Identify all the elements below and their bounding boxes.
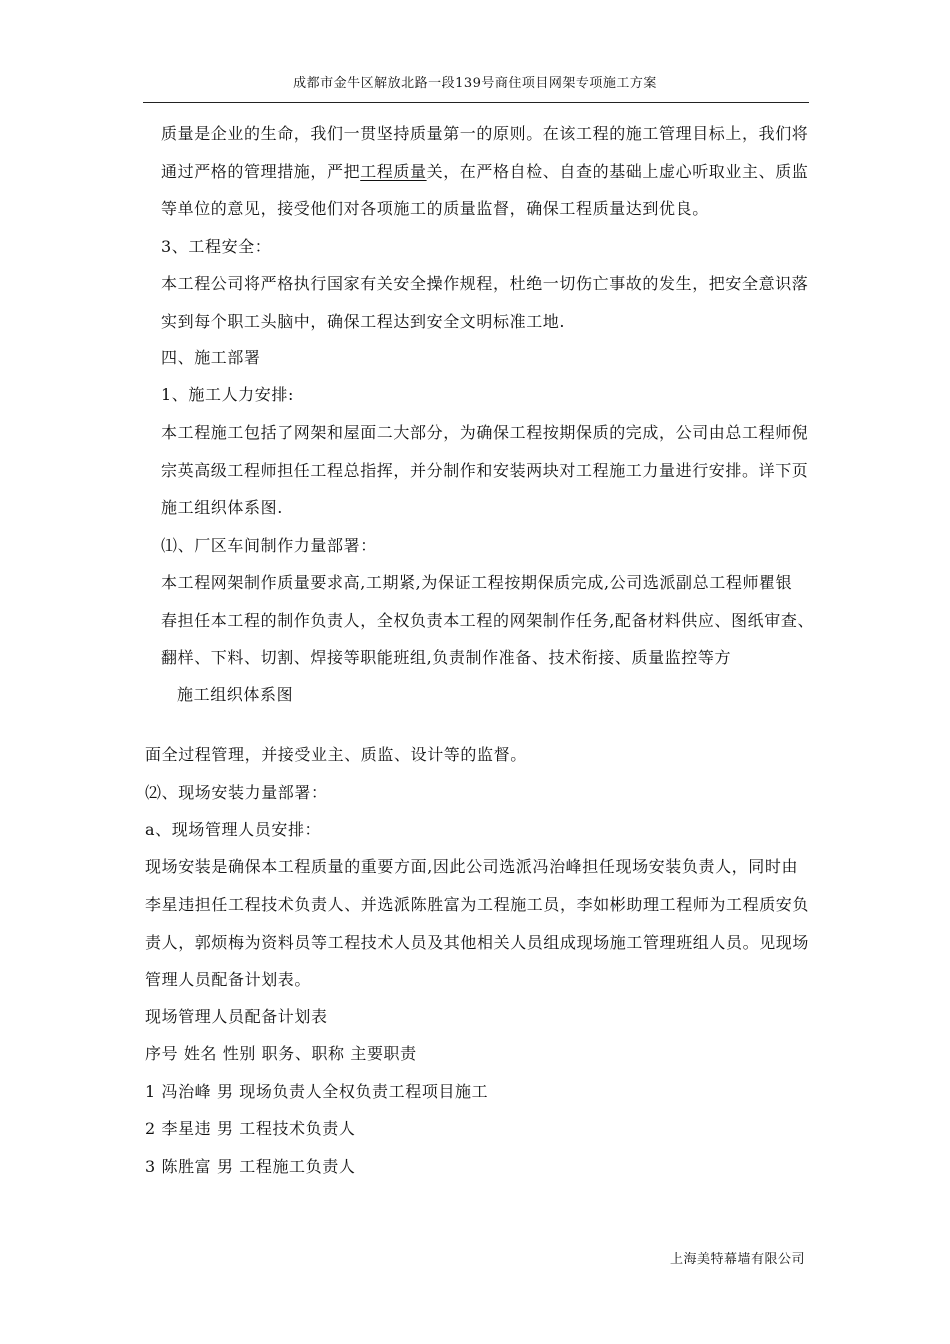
heading-deployment: 四、施工部署 — [161, 348, 261, 367]
table-row: 3 陈胜富 男 工程施工负责人 — [145, 1157, 356, 1176]
table-row: 2 李星违 男 工程技术负责人 — [145, 1119, 356, 1138]
table-title: 现场管理人员配备计划表 — [145, 1007, 328, 1026]
paragraph-site-line-4: 管理人员配备计划表。 — [145, 970, 312, 989]
header-divider — [143, 102, 809, 103]
paragraph-continued-line: 面全过程管理，并接受业主、质监、设计等的监督。 — [145, 745, 527, 764]
heading-site-install: ⑵、现场安装力量部署： — [145, 783, 328, 802]
table-row: 1 冯治峰 男 现场负责人全权负责工程项目施工 — [145, 1082, 489, 1101]
paragraph-factory-line-1: 本工程网架制作质量要求高,工期紧,为保证工程按期保质完成,公司选派副总工程师瞿银 — [161, 573, 793, 592]
caption-org-chart: 施工组织体系图 — [177, 685, 294, 704]
paragraph-manpower-line-1: 本工程施工包括了网架和屋面二大部分，为确保工程按期保质的完成，公司由总工程师倪 — [161, 423, 809, 442]
page-header-title: 成都市金牛区解放北路一段139号商住项目网架专项施工方案 — [293, 76, 657, 91]
quality-underlined-text: 工程质量 — [360, 162, 427, 181]
paragraph-safety-line-1: 本工程公司将严格执行国家有关安全操作规程，杜绝一切伤亡事故的发生，把安全意识落 — [161, 274, 809, 293]
paragraph-safety-line-2: 实到每个职工头脑中，确保工程达到安全文明标准工地. — [161, 312, 566, 331]
paragraph-site-line-1: 现场安装是确保本工程质量的重要方面,因此公司选派冯治峰担任现场安装负责人，同时由 — [145, 857, 799, 876]
heading-safety: 3、工程安全： — [161, 237, 272, 256]
quality-text-a: 通过严格的管理措施，严把 — [161, 162, 361, 181]
paragraph-site-line-2: 李星违担任工程技术负责人、并选派陈胜富为工程施工员，李如彬助理工程师为工程质安负 — [145, 895, 810, 914]
paragraph-factory-line-3: 翻样、下料、切割、焊接等职能班组,负责制作准备、技术衔接、质量监控等方 — [161, 648, 732, 667]
paragraph-manpower-line-2: 宗英高级工程师担任工程总指挥，并分制作和安装两块对工程施工力量进行安排。详下页 — [161, 461, 809, 480]
paragraph-quality-line-1: 质量是企业的生命，我们一贯坚持质量第一的原则。在该工程的施工管理目标上，我们将 — [161, 124, 809, 143]
paragraph-site-line-3: 责人，郭烦梅为资料员等工程技术人员及其他相关人员组成现场施工管理班组人员。见现场 — [145, 933, 810, 952]
table-header-row: 序号 姓名 性别 职务、职称 主要职责 — [145, 1044, 417, 1063]
paragraph-manpower-line-3: 施工组织体系图. — [161, 498, 283, 517]
paragraph-quality-line-3: 等单位的意见，接受他们对各项施工的质量监督，确保工程质量达到优良。 — [161, 199, 709, 218]
heading-site-management: a、现场管理人员安排： — [145, 820, 322, 839]
paragraph-factory-line-2: 春担任本工程的制作负责人，全权负责本工程的网架制作任务,配备材料供应、图纸审查、 — [161, 611, 815, 630]
paragraph-quality-line-2 — [161, 162, 808, 182]
footer-company: 上海美特幕墙有限公司 — [669, 1252, 805, 1267]
heading-manpower: 1、施工人力安排: — [161, 385, 294, 404]
quality-text-c: 关，在严格自检、自查的基础上虚心听取业主、质监 — [426, 162, 809, 181]
heading-factory: ⑴、厂区车间制作力量部署： — [161, 536, 377, 555]
